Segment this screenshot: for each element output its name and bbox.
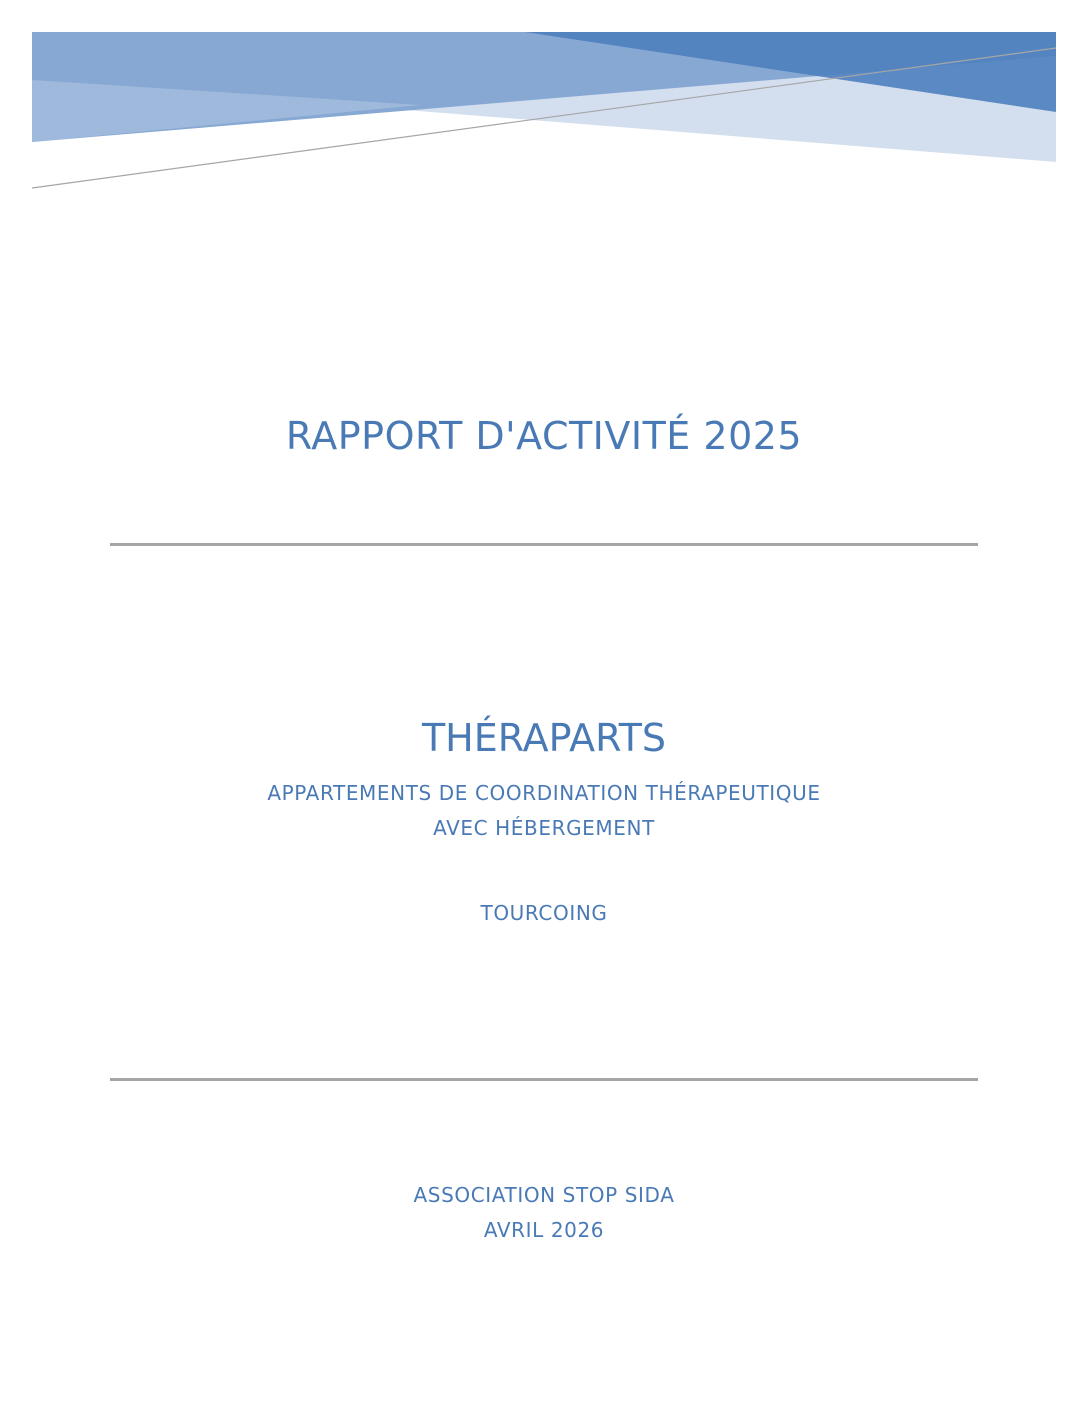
divider-top bbox=[110, 543, 978, 546]
program-name: THÉRAPARTS bbox=[421, 716, 667, 760]
publication-date: AVRIL 2026 bbox=[483, 1218, 605, 1242]
report-title: RAPPORT D'ACTIVITÉ 2025 bbox=[285, 414, 803, 458]
subtitle-line-2: AVEC HÉBERGEMENT bbox=[433, 816, 655, 840]
city-label: TOURCOING bbox=[480, 901, 608, 925]
organization-name: ASSOCIATION STOP SIDA bbox=[413, 1183, 675, 1207]
header-banner-graphic bbox=[0, 0, 1088, 200]
divider-bottom bbox=[110, 1078, 978, 1081]
subtitle-line-1: APPARTEMENTS DE COORDINATION THÉRAPEUTIQUE bbox=[267, 781, 821, 805]
